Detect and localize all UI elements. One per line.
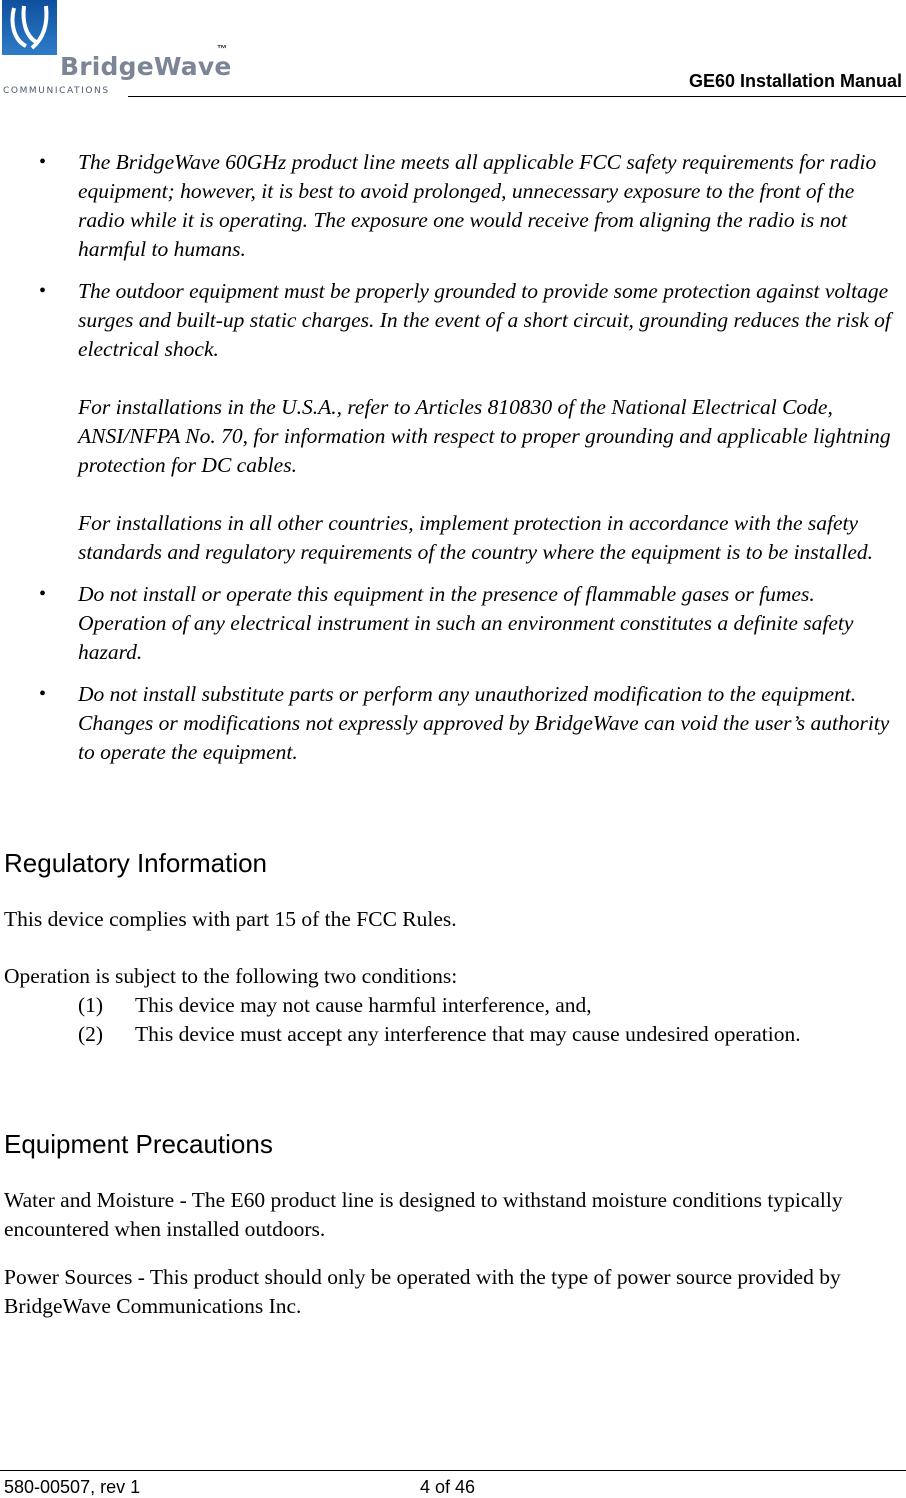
conditions-intro: Operation is subject to the following two conditions:: [4, 964, 458, 988]
condition-item: [78, 1020, 900, 1049]
bridgewave-logo: [0, 0, 230, 100]
safety-bullet-list: [0, 148, 906, 780]
list-item: [0, 148, 906, 264]
header-divider: [128, 96, 906, 97]
precautions-heading: Equipment Precautions: [4, 1129, 273, 1159]
bullet-paragraph: For installations in all other countries, implement protection in accordance with the safety standards and regulatory requirements of the country where the equipment is to be installed.: [78, 511, 873, 564]
condition-text: This device may not cause harmful interference, and,: [135, 993, 592, 1017]
power-sources-paragraph: Power Sources - This product should only be operated with the type of power source provided by BridgeWave Communications Inc.: [4, 1265, 841, 1318]
bullet-icon: •: [39, 151, 47, 173]
condition-text: This device must accept any interference that may cause undesired operation.: [135, 1022, 801, 1046]
bullet-icon: •: [39, 583, 47, 605]
bullet-icon: •: [39, 280, 47, 302]
water-moisture-paragraph: Water and Moisture - The E60 product line is designed to withstand moisture conditions typically encountered when installed outdoors.: [4, 1188, 843, 1241]
regulatory-heading: Regulatory Information: [4, 848, 268, 878]
document-number: 580-00507, rev 1: [4, 1477, 141, 1497]
list-item: [0, 680, 906, 767]
fcc-compliance-statement: This device complies with part 15 of the FCC Rules.: [4, 907, 457, 931]
list-item: [0, 580, 906, 667]
bullet-paragraph: Do not install substitute parts or perform any unauthorized modification to the equipment. Changes or modifications not expressly approved by BridgeWave can void the user’s authority to operate the equipment.: [78, 682, 890, 764]
condition-number: (2): [78, 1022, 104, 1046]
bullet-paragraph: The BridgeWave 60GHz product line meets all applicable FCC safety requirements for radio equipment; however, it is best to avoid prolonged, unnecessary exposure to the front of the radio while it is operating. The exposure one would receive from aligning the radio is not harmful to humans.: [78, 150, 877, 261]
bullet-icon: •: [39, 683, 47, 705]
bullet-paragraph: Do not install or operate this equipment in the presence of flammable gases or fumes. Operation of any electrical instrument in such an environment constitutes a definite safety hazard.: [78, 582, 854, 664]
logo-tagline: COMMUNICATIONS: [3, 86, 110, 96]
bridgewave-logo-mark-icon: [0, 0, 62, 58]
condition-number: (1): [78, 993, 104, 1017]
bullet-paragraph: The outdoor equipment must be properly grounded to provide some protection against voltage surges and built-up static charges. In the event of a short circuit, grounding reduces the risk of electrical shock.: [78, 279, 891, 361]
document-title: GE60 Installation Manual: [688, 71, 902, 91]
page-number: 4 of 46: [420, 1477, 476, 1497]
logo-wordmark: BridgeWave: [60, 52, 232, 81]
condition-item: [78, 991, 900, 1020]
bullet-paragraph: For installations in the U.S.A., refer to Articles 810830 of the National Electrical Code, ANSI/NFPA No. 70, for information with respect to proper grounding and applicable lightning protection for DC cables.: [78, 395, 891, 477]
list-item: [0, 277, 906, 567]
footer-divider: [0, 1470, 906, 1471]
logo-trademark: ™: [217, 44, 227, 55]
